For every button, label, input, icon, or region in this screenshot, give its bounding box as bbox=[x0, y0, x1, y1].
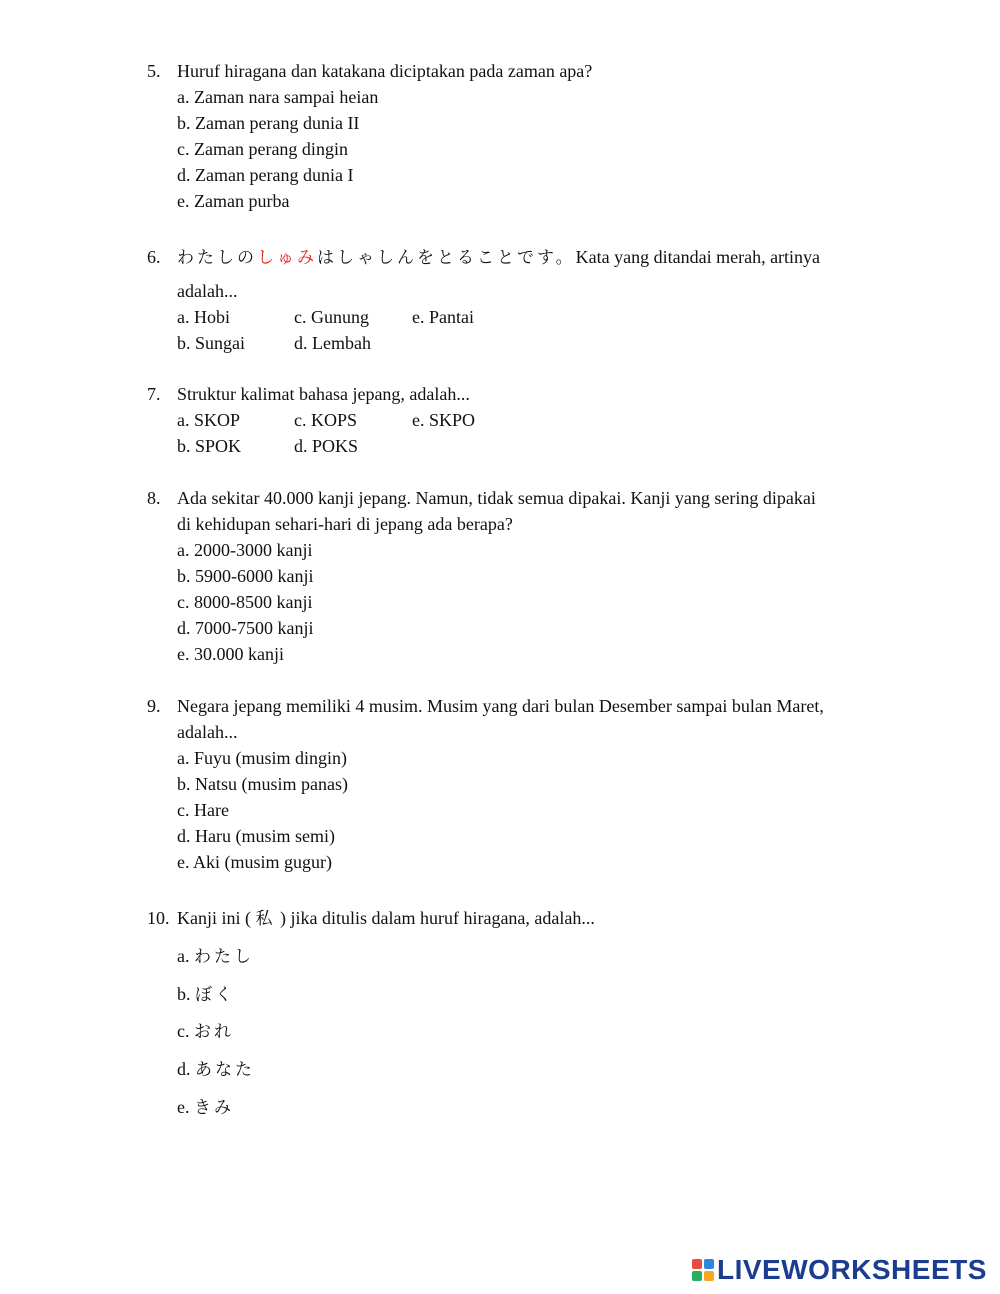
option-a[interactable]: a. Hobi bbox=[177, 307, 230, 327]
option-c[interactable]: c. Gunung bbox=[294, 307, 369, 327]
question-number: 9. bbox=[147, 696, 161, 716]
option-e[interactable]: e. SKPO bbox=[412, 410, 476, 430]
japanese-sentence-end: はしゃしんをとることです。 bbox=[317, 248, 576, 268]
question-text-line2: di kehidupan sehari-hari di jepang ada berapa? bbox=[177, 514, 513, 534]
logo-text: LIVEWORKSHEETS bbox=[717, 1254, 987, 1285]
question-text: Struktur kalimat bahasa jepang, adalah... bbox=[177, 384, 470, 404]
question-text-line2: adalah... bbox=[177, 281, 238, 301]
option-e[interactable]: e. Pantai bbox=[412, 307, 474, 327]
question-text-tail: Kata yang ditandai merah, artinya bbox=[575, 247, 821, 267]
option-d[interactable]: d. 7000-7500 kanji bbox=[177, 618, 314, 638]
logo-square-icon bbox=[692, 1259, 702, 1269]
option-a[interactable]: a. SKOP bbox=[177, 410, 241, 430]
kanji-character: 私 bbox=[255, 909, 276, 929]
option-d[interactable]: d. Lembah bbox=[294, 333, 371, 353]
option-a[interactable]: a. Fuyu (musim dingin) bbox=[177, 748, 347, 768]
question-number: 10. bbox=[147, 908, 170, 928]
option-c[interactable]: c. Zaman perang dingin bbox=[177, 139, 348, 159]
question-text: Kanji ini ( 私 ) jika ditulis dalam huruf hiragana, adalah... bbox=[177, 908, 595, 929]
option-e[interactable]: e. きみ bbox=[177, 1097, 234, 1118]
logo-square-icon bbox=[704, 1259, 714, 1269]
logo-square-icon bbox=[692, 1271, 702, 1281]
option-c[interactable]: c. 8000-8500 kanji bbox=[177, 592, 313, 612]
question-text-line2: adalah... bbox=[177, 722, 238, 742]
option-d[interactable]: d. Zaman perang dunia I bbox=[177, 165, 354, 185]
option-b[interactable]: b. Natsu (musim panas) bbox=[177, 774, 348, 794]
option-c[interactable]: c. おれ bbox=[177, 1021, 234, 1042]
logo-icon bbox=[692, 1259, 714, 1281]
option-d[interactable]: d. あなた bbox=[177, 1059, 255, 1080]
option-b[interactable]: b. 5900-6000 kanji bbox=[177, 566, 314, 586]
question-text: Huruf hiragana dan katakana diciptakan pada zaman apa? bbox=[177, 61, 593, 81]
option-a[interactable]: a. Zaman nara sampai heian bbox=[177, 87, 379, 107]
option-a[interactable]: a. 2000-3000 kanji bbox=[177, 540, 313, 560]
highlighted-word: しゅみ bbox=[257, 248, 317, 268]
option-b[interactable]: b. Sungai bbox=[177, 333, 246, 353]
question-number: 5. bbox=[147, 61, 161, 81]
question-number: 6. bbox=[147, 247, 161, 267]
question-text: Negara jepang memiliki 4 musim. Musim yang dari bulan Desember sampai bulan Maret, bbox=[177, 696, 824, 716]
logo-square-icon bbox=[704, 1271, 714, 1281]
question-number: 8. bbox=[147, 488, 161, 508]
question-number: 7. bbox=[147, 384, 161, 404]
option-c[interactable]: c. Hare bbox=[177, 800, 229, 820]
option-d[interactable]: d. POKS bbox=[294, 436, 359, 456]
question-text: Ada sekitar 40.000 kanji jepang. Namun, tidak semua dipakai. Kanji yang sering dipakai bbox=[177, 488, 816, 508]
option-c[interactable]: c. KOPS bbox=[294, 410, 358, 430]
option-d[interactable]: d. Haru (musim semi) bbox=[177, 826, 335, 846]
option-e[interactable]: e. Zaman purba bbox=[177, 191, 290, 211]
option-e[interactable]: e. 30.000 kanji bbox=[177, 644, 284, 664]
option-b[interactable]: b. ぼく bbox=[177, 984, 235, 1005]
option-a[interactable]: a. わたし bbox=[177, 946, 254, 967]
option-e[interactable]: e. Aki (musim gugur) bbox=[177, 852, 332, 872]
option-b[interactable]: b. Zaman perang dunia II bbox=[177, 113, 360, 133]
question-text bbox=[177, 244, 820, 271]
option-b[interactable]: b. SPOK bbox=[177, 436, 242, 456]
liveworksheets-logo bbox=[692, 1256, 987, 1284]
japanese-sentence-start: わたしの bbox=[177, 248, 257, 268]
